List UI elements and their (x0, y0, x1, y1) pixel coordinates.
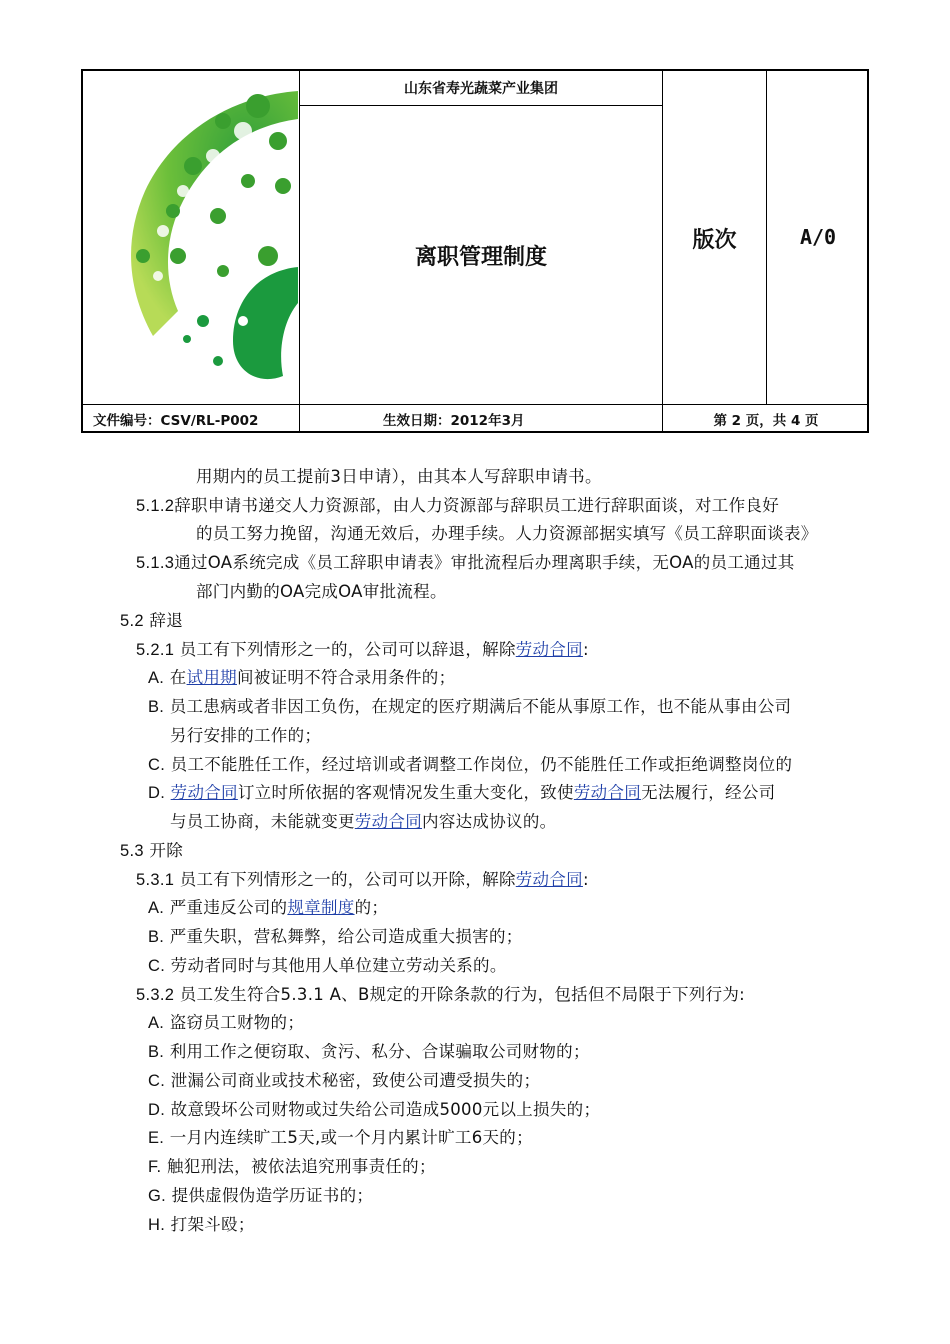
section-5-3-heading: 5.3 开除 (120, 841, 183, 860)
list-item: H. 打架斗殴； (148, 1215, 255, 1234)
list-item: A. 严重违反公司的规章制度的； (148, 898, 389, 917)
clause-5-1-2: 5.1.2辞职申请书递交人力资源部，由人力资源部与辞职员工进行辞职面谈，对工作良好 (136, 496, 780, 515)
page-info: 第 2 页，共 4 页 (713, 413, 819, 429)
company-logo (83, 71, 299, 405)
list-item: B. 严重失职，营私舞弊，给公司造成重大损害的； (148, 927, 523, 946)
list-item: C. 员工不能胜任工作，经过培训或者调整工作岗位，仍不能胜任工作或拒绝调整岗位的 (148, 755, 793, 774)
clause-5-1-3: 5.1.3通过OA系统完成《员工辞职申请表》审批流程后办理离职手续，无OA的员工通过其 (136, 553, 795, 572)
effective-date: 生效日期：2012年3月 (383, 413, 525, 429)
clause-5-3-1: 5.3.1 员工有下列情形之一的，公司可以开除，解除劳动合同: (136, 870, 589, 889)
body-line: 的员工努力挽留，沟通无效后，办理手续。人力资源部据实填写《员工辞职面谈表》 (196, 524, 818, 543)
list-item: D. 劳动合同订立时所依据的客观情况发生重大变化，致使劳动合同无法履行，经公司 (148, 783, 776, 802)
section-5-2-heading: 5.2 辞退 (120, 611, 183, 630)
list-item: A. 盗窃员工财物的； (148, 1013, 305, 1032)
list-item: C. 劳动者同时与其他用人单位建立劳动关系的。 (148, 956, 507, 975)
body-line: 与员工协商，未能就变更劳动合同内容达成协议的。 (170, 812, 557, 831)
list-item: G. 提供虚假伪造学历证书的； (148, 1186, 374, 1205)
list-item: D. 故意毁坏公司财物或过失给公司造成5000元以上损失的； (148, 1100, 601, 1119)
list-item: F. 触犯刑法，被依法追究刑事责任的； (148, 1157, 436, 1176)
list-item: C. 泄漏公司商业或技术秘密，致使公司遭受损失的； (148, 1071, 541, 1090)
clause-5-2-1: 5.2.1 员工有下列情形之一的，公司可以辞退，解除劳动合同: (136, 640, 589, 659)
body-line: 另行安排的工作的； (170, 726, 322, 745)
clause-5-3-2: 5.3.2 员工发生符合5.3.1 A、B规定的开除条款的行为，包括但不局限于下列行为: (136, 985, 746, 1004)
document-title: 离职管理制度 (414, 244, 547, 270)
company-name: 山东省寿光蔬菜产业集团 (404, 81, 558, 97)
labor-contract-link[interactable]: 劳动合同 (354, 812, 423, 831)
list-item: E. 一月内连续旷工5天,或一个月内累计旷工6天的； (148, 1128, 533, 1147)
list-item: B. 利用工作之便窃取、贪污、私分、合谋骗取公司财物的； (148, 1042, 590, 1061)
labor-contract-link[interactable]: 劳动合同 (170, 783, 238, 802)
list-item: B. 员工患病或者非因工负伤，在规定的医疗期满后不能从事原工作，也不能从事由公司 (148, 697, 792, 716)
version-label: 版次 (692, 228, 737, 253)
body-line: 部门内勤的OA完成OA审批流程。 (196, 582, 447, 601)
list-item: A. 在试用期间被证明不符合录用条件的； (148, 668, 456, 687)
probation-link[interactable]: 试用期 (186, 668, 237, 687)
file-number: 文件编号：CSV/RL-P002 (93, 413, 259, 429)
labor-contract-link[interactable]: 劳动合同 (573, 783, 642, 802)
rules-link[interactable]: 规章制度 (287, 898, 355, 917)
body-line: 用期内的员工提前3日申请），由其本人写辞职申请书。 (196, 467, 602, 486)
labor-contract-link[interactable]: 劳动合同 (515, 870, 583, 889)
labor-contract-link[interactable]: 劳动合同 (515, 640, 583, 659)
version-value: A/0 (799, 225, 837, 249)
document-header-table (81, 69, 869, 433)
